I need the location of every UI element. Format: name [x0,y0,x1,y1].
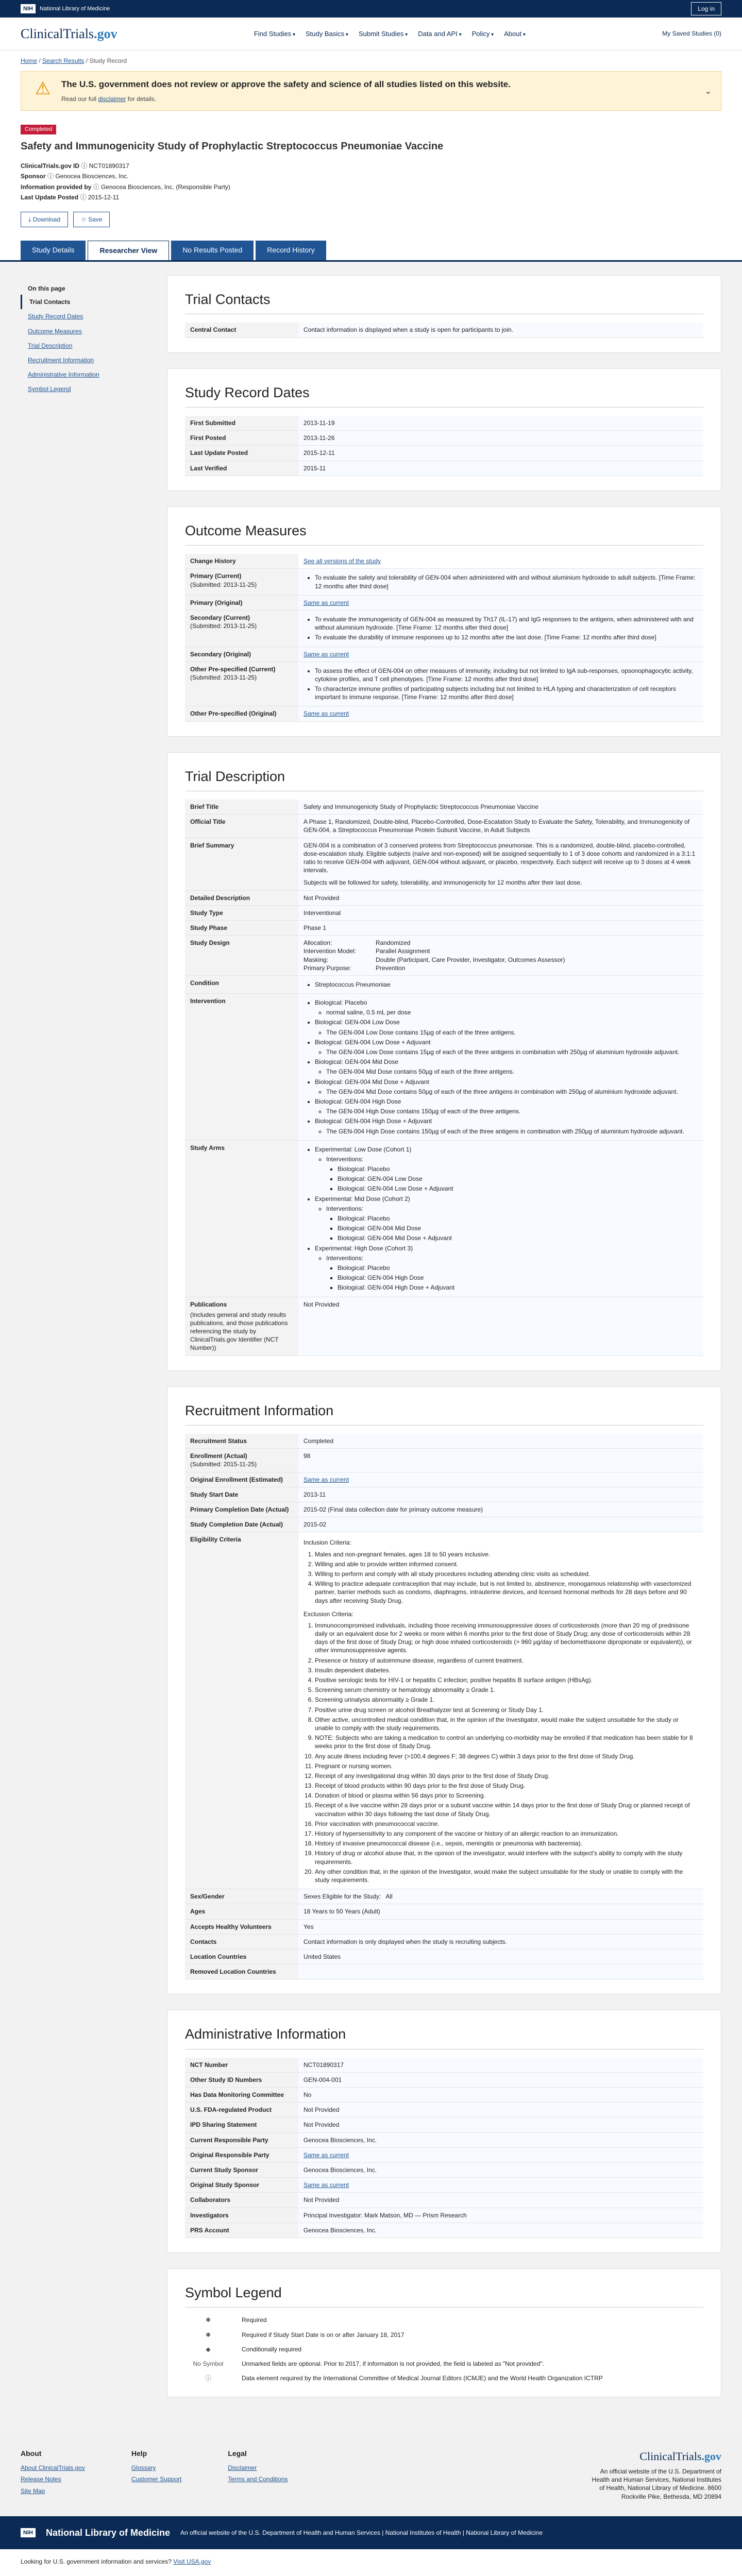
status-badge: Completed [21,125,56,134]
section-title: Trial Contacts [185,290,703,314]
sidebar [21,275,155,2413]
section-title: Administrative Information [185,2025,703,2049]
nih-brand[interactable] [21,4,110,14]
section-title: Symbol Legend [185,2283,703,2308]
sidebar-item-description[interactable]: Trial Description [28,342,73,349]
section-outcomes: Outcome Measures Change History See all versions of the study Primary (Current) (Submitted: 2013-11-25) • To evaluate the safety and tolerability of GEN-004 when administered with and without aluminium hydroxide to adult subjects. [Time Frame: 12 months after third dose] Primary (Original) Same as current Secondary (Current) (Submitted: 2013-11-25) • To evaluate the immunogenicity of GEN-004 as measured by Th17 (IL-17) and IgG responses to the antigens, when administered with and without aluminium hydroxide. [Time Frame: 12 months after third dose] • To evaluate the durability of immune responses up to 12 months after the last dose. [Time Frame: 12 months after third dose] Secondary (Original) Same as current Other Pre-specified (Current) (Submitted: 2013-11-25) • To assess the effect of GEN-004 on other measures of immunity, including but not limited to IgA sub-responses, opsonophagocytic activity, cytokine profiles, and T cell phenotypes. [Time Frame: 12 months after third dose] • To characterize immune profiles of participating subjects including but not limited to HLA typing and characterization of cell receptors important to immune response. [Time Frame: 12 months after third dose] Other Pre-specified (Original) Same as current [167,506,721,737]
download-button[interactable]: ⤓ Download [21,212,68,227]
view-tabs [0,241,742,262]
tab-researcher-view[interactable]: Researcher View [88,241,169,260]
section-contacts [167,275,721,353]
breadcrumb-home[interactable]: Home [21,57,38,64]
study-info-provider: Information provided by ⓘ Genocea Biosciences, Inc. (Responsible Party) [21,183,230,191]
top-banner [0,0,742,18]
section-recruitment: Recruitment Information Recruitment Status Completed Enrollment (Actual) (Submitted: 2015-11-25) 98 Original Enrollment (Estimated) Same as current Study Start Date 2013-11 Primary Completion Date (Actual) 2015-02 (Final data collection date for primary outcome measure) Study Completion Date (Actual) 2015-02 Eligibility Criteria Inclusion Criteria: 1. Males and non-pregnant females, ages 18 to 50 years inclusive. 2. Willing and able to provide written informed consent. 3. Willing to perform and comply with all study procedures including attending clinic visits as scheduled. 4. Willing to practice adequate contraception that may include, but is not limited to, abstinence, monogamous relationship with vasectomized partner, barrier methods such as condoms, diaphragms, intrauterine devices, and licensed hormonal methods for 28 days before and 90 days after receiving Study Drug. Exclusion Criteria: 1. Immunocompromised individuals, including those receiving immunosuppressive doses of corticosteroids (more than 20 mg of prednisone daily or an equivalent dose for 2 weeks or more within 6 months prior to the first dose of Study Drug; any dose of corticosteroids within 28 days of the first dose of Study Drug; or high dose inhaled corticosteroids (> 960 µg/day of beclomethasone dipropionate or equivalent)), or other immunosuppressive agents. 2. Presence or history of autoimmune disease, regardless of current treatment. 3. Insulin dependent diabetes. 4. Positive serologic tests for HIV-1 or hepatitis C infection; positive hepatitis B surface antigen (HBsAg). 5. Screening serum chemistry or hematology abnormality ≥ Grade 1. 6. Screening urinalysis abnormality ≥ Grade 1. 7. Positive urine drug screen or alcohol Breathalyzer test at Screening or Study Day 1. 8. Other active, uncontrolled medical condition that, in the opinion of the Investigator, would make the subject unsuitable for the study or unable to comply with the study requirements. 9. NOTE: Subjects who are taking a medication to control an underlying co-morbidity may be enrolled if that medication has been stable for 8 weeks prior to the first dose of Study Drug. 10. Any acute illness including fever (>100.4 degrees F; 38 degrees C) within 3 days prior to the first dose of Study Drug. 11. Pregnant or nursing women. 12. Receipt of any investigational drug within 30 days prior to the first dose of Study Drug. 13. Receipt of blood products within 90 days prior to the first dose of Study Drug. 14. Donation of blood or plasma within 56 days prior to Screening. 15. Receipt of a live vaccine within 28 days prior or a subunit vaccine within 14 days prior to the first dose of Study Drug or planned receipt of vaccination within 30 days following the last dose of Study Drug. 16. Prior vaccination with pneumococcal vaccine. 17. History of hypersensitivity to any component of the vaccine or history of an allergic reaction to an immunization. 18. History of invasive pneumococcal disease (i.e., sepsis, meningitis or pneumonia with bacteremia). 19. History of drug or alcohol abuse that, in the opinion of the investigator, would interfere with the subject's ability to comply with the study requirements. 20. Any other condition that, in the opinion of the Investigator, would make the subject unsuitable for the study or unable to comply with the study requirements. Sex/Gender Sexes Eligible for the Study: All Ages 18 Years to 50 Years (Adult) Accepts Healthy Volunteers Yes Contacts Contact information is only displayed when the study is recruiting subjects. Location Countries United States Removed Location Countries [167,1386,721,1995]
section-title: Outcome Measures [185,521,703,546]
study-id: ClinicalTrials.gov ID ⓘ NCT01890317 [21,162,129,170]
nav-about[interactable]: About ▾ [504,29,526,39]
sidebar-item-dates[interactable]: Study Record Dates [28,313,83,320]
field-label: Central Contact [185,323,298,337]
agency-name: National Library of Medicine [39,5,110,12]
disclaimer-banner [21,71,721,111]
site-header [0,18,742,50]
section-description: Trial Description Brief Title Safety and Immunogenicity Study of Prophylactic Streptococcus Pneumoniae Vaccine Official Title A Phase 1, Randomized, Double-blind, Placebo-Controlled, Dose-Escalation Study to Evaluate the Safety, Tolerability, and Immunogenicity of GEN-004, a Streptococcus Pneumoniae Protein Subunit Vaccine, in Adult Subjects Brief Summary GEN-004 is a combination of 3 conserved proteins from Streptococcus pneumoniae. This is a randomized, double-blind, placebo-controlled, dose-escalation study. Eligible subjects (naïve and non-exposed) will be assigned sequentially to 1 of 3 dose cohorts and randomized in a 3:1:1 ratio to receive GEN-004 with adjuvant, GEN-004 without adjuvant, or placebo, respectively. Each subject will receive up to 3 doses at 4 week intervals. Subjects will be followed for safety, tolerability, and immunogenicity for 12 months after their last dose. Detailed Description Not Provided Study Type Interventional Study Phase Phase 1 Study Design Allocation: Randomized Intervention Model: Parallel Assignment Masking: Double (Participant, Care Provider, Investigator, Outcomes Assessor) Primary Purpose: Prevention Condition • Streptococcus Pneumoniae Intervention • Biological: Placebo ◦ normal saline, 0.5 mL per dose • Biological: GEN-004 Low Dose ◦ The GEN-004 Low Dose contains 15µg of each of the three antigens. • Biological: GEN-004 Low Dose + Adjuvant ◦ The GEN-004 Low Dose contains 15µg of each of the three antigens in combination with 250µg of aluminium hydroxide adjuvant. • Biological: GEN-004 Mid Dose ◦ The GEN-004 Mid Dose contains 50µg of each of the three antigens. • Biological: GEN-004 Mid Dose + Adjuvant ◦ The GEN-004 Mid Dose contains 50µg of each of the three antigens in combination with 250µg of aluminium hydroxide adjuvant. • Biological: GEN-004 High Dose ◦ The GEN-004 High Dose contains 150µg of each of the three antigens. • Biological: GEN-004 High Dose + Adjuvant ◦ The GEN-004 High Dose contains 150µg of each of the three antigens in combination with 250µg of aluminium hydroxide adjuvant. Study Arms • Experimental: Low Dose (Cohort 1) ◦ Interventions: ▪ Biological: Placebo ▪ Biological: GEN-004 Low Dose ▪ Biological: GEN-004 Low Dose + Adjuvant • Experimental: Mid Dose (Cohort 2) ◦ Interventions: ▪ Biological: Placebo ▪ Biological: GEN-004 Mid Dose ▪ Biological: GEN-004 Mid Dose + Adjuvant • Experimental: High Dose (Cohort 3) ◦ Interventions: ▪ Biological: Placebo ▪ Biological: GEN-004 High Dose ▪ Biological: GEN-004 High Dose + Adjuvant Publications (Includes general and study results publications, and those publications referencing the study by ClinicalTrials.gov Identifier (NCT Number)) Not Provided [167,752,721,1371]
action-bar [0,209,742,241]
study-header [0,111,742,209]
bottom-bar: Looking for U.S. government information and services? Visit USA.gov [21,2558,211,2566]
warning-icon: ⚠ [35,79,51,99]
field-value: Contact information is displayed when a study is open for participants to join. [298,323,703,337]
breadcrumb-current: Study Record [89,57,127,64]
nav-data-api[interactable]: Data and API ▾ [418,29,461,39]
tab-record-history[interactable]: Record History [256,241,326,260]
section-legend: Symbol Legend ✱ Required ✱ Required if Study Start Date is on or after January 18, 2017 ◆ Conditionally required No Symbol Unmarked fields are optional. Prior to 2017, if information is not provided, the field is labeled as "Not provided". ⓘ Data element required by the International Committee of Medical Journal Editors (ICMJE) and the World Health Organization ICTRP [167,2268,721,2397]
usa-gov-link[interactable]: Visit USA.gov [173,2558,211,2566]
footer-logo[interactable]: ClinicalTrials.gov [639,2450,721,2463]
required-2017-icon: ✱ [205,2331,211,2338]
disclaimer-link[interactable]: disclaimer [98,95,126,103]
nav-find-studies[interactable]: Find Studies ▾ [254,29,295,39]
disclaimer-text: Read our full disclaimer for details. [61,95,157,103]
content-wrap [0,262,742,2433]
sidebar-item-legend[interactable]: Symbol Legend [28,385,71,393]
nav-policy[interactable]: Policy ▾ [472,29,494,39]
login-button[interactable]: Log in [691,2,721,15]
required-icon: ✱ [205,2316,211,2324]
history-link[interactable]: See all versions of the study [303,557,381,565]
nlm-banner: NIH National Library of Medicine An official website of the U.S. Department of Health and Human Services | National Institutes of Health | National Library of Medicine [0,2516,742,2549]
breadcrumb-search[interactable]: Search Results [42,57,85,64]
section-title: Recruitment Information [185,1401,703,1426]
nih-logo-icon: NIH [21,4,36,14]
nav-submit-studies[interactable]: Submit Studies ▾ [359,29,408,39]
section-admin: Administrative Information NCT Number NCT01890317 Other Study ID Numbers GEN-004-001 Has Data Monitoring Committee No U.S. FDA-regulated Product Not Provided IPD Sharing Statement Not Provided Current Responsible Party Genocea Biosciences, Inc. Original Responsible Party Same as current Current Study Sponsor Genocea Biosciences, Inc. Original Study Sponsor Same as current Collaborators Not Provided Investigators Principal Investigator: Mark Matson, MD — Prism Research PRS Account Genocea Biosciences, Inc. [167,2010,721,2253]
breadcrumb: Home / Search Results / Study Record [21,57,127,64]
sidebar-heading: On this page [28,284,65,292]
main-content [155,275,721,2413]
sidebar-item-admin[interactable]: Administrative Information [28,371,99,379]
site-footer: About About ClinicalTrials.gov Release Notes Site Map Help Glossary Customer Support Legal Disclaimer Terms and Conditions ClinicalTrials.gov An official website of the U.S. Department of Health and Human Services, National Institutes of Health, National Library of Medicine. 8600 Rockville Pike, Bethesda, MD 20894 [0,2433,742,2516]
sidebar-item-outcomes[interactable]: Outcome Measures [28,327,82,335]
disclaimer-title: The U.S. government does not review or approve the safety and science of all studies listed on this website. [61,79,511,90]
tab-study-details[interactable]: Study Details [21,241,86,260]
saved-studies-link[interactable]: My Saved Studies (0) [662,30,721,38]
page-title: Safety and Immunogenicity Study of Prophylactic Streptococcus Pneumoniae Vaccine [21,141,444,152]
study-sponsor: Sponsor ⓘ Genocea Biosciences, Inc. [21,173,129,180]
sidebar-item-contacts[interactable]: Trial Contacts [21,295,155,309]
main-nav [254,29,526,39]
nav-study-basics[interactable]: Study Basics ▾ [306,29,348,39]
chevron-down-icon[interactable]: ⌄ [704,87,712,96]
tab-no-results[interactable]: No Results Posted [171,241,254,260]
study-last-update: Last Update Posted ⓘ 2015-12-11 [21,193,120,201]
nih-logo-icon[interactable]: NIH [21,2528,36,2538]
save-button[interactable]: ☆ Save [73,212,110,227]
site-logo[interactable]: ClinicalTrials.gov [21,26,117,41]
conditional-icon: ◆ [206,2345,211,2353]
section-dates: Study Record Dates First Submitted 2013-11-19 First Posted 2013-11-26 Last Update Posted 2015-12-11 Last Verified 2015-11 [167,368,721,491]
icmje-icon: ⓘ [205,2375,211,2382]
section-title: Study Record Dates [185,383,703,408]
section-title: Trial Description [185,767,703,791]
sidebar-item-recruitment[interactable]: Recruitment Information [28,356,94,364]
